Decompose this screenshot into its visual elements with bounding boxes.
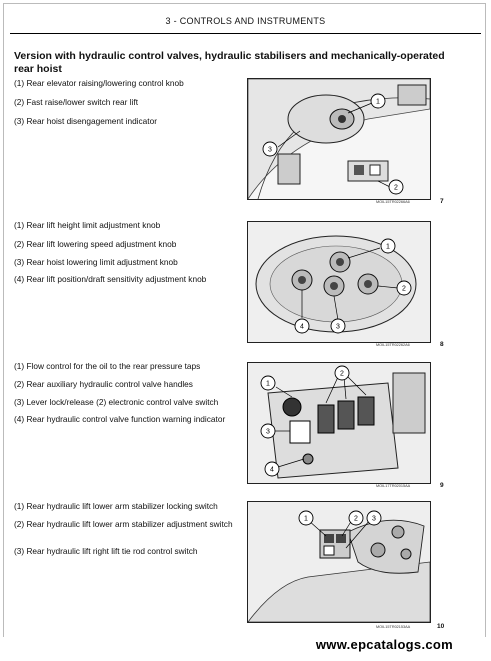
watermark: www.epcatalogs.com [315, 637, 453, 652]
callout-2-label: 2 [354, 515, 358, 523]
callout-1-label: 1 [266, 380, 270, 388]
list-item: (3) Lever lock/release (2) electronic control valve switch [14, 397, 219, 407]
callout-2-label: 2 [340, 370, 344, 378]
callout-1-label: 1 [386, 243, 390, 251]
figure-10-stabilizer-switches [247, 501, 431, 623]
callout-3-label: 3 [266, 428, 270, 436]
section-title: Version with hydraulic control valves, hydraulic stabilisers and mechanically-operated rear hoist [14, 50, 445, 75]
figure-number: 8 [440, 341, 444, 348]
figure-10-illustration [248, 502, 430, 622]
callout-1-label: 1 [376, 98, 380, 106]
callout-2-label: 2 [402, 285, 406, 293]
figure-7-illustration [248, 79, 430, 199]
list-item: (1) Rear lift height limit adjustment knob [14, 220, 161, 230]
list-item: (1) Rear hydraulic lift lower arm stabilizer locking switch [14, 501, 218, 511]
figure-number: 7 [440, 198, 444, 205]
list-item: (3) Rear hoist disengagement indicator [14, 116, 157, 126]
list-item: (3) Rear hoist lowering limit adjustment knob [14, 257, 178, 267]
figure-7-rear-lift-controls [247, 78, 431, 200]
figure-code: MOIL17TR02015AA [376, 484, 411, 488]
callout-3-label: 3 [372, 515, 376, 523]
callout-1-label: 1 [304, 515, 308, 523]
list-item: (2) Rear hydraulic lift lower arm stabilizer adjustment switch [14, 519, 233, 529]
callout-3-label: 3 [268, 146, 272, 154]
figure-8-illustration [248, 222, 430, 342]
figure-code: MOIL15TR02153AA [376, 625, 411, 629]
list-item: (2) Rear lift lowering speed adjustment knob [14, 239, 177, 249]
figure-9-control-valve-handles [247, 362, 431, 484]
callout-3-label: 3 [336, 323, 340, 331]
footer [0, 637, 491, 661]
list-item: (2) Rear auxiliary hydraulic control valve handles [14, 379, 193, 389]
figure-number: 9 [440, 482, 444, 489]
figure-number: 10 [437, 623, 445, 630]
figure-code: MOIL15TR02266A6 [376, 200, 410, 204]
list-item: (4) Rear hydraulic control valve function warning indicator [14, 414, 226, 424]
callout-4-label: 4 [270, 466, 274, 474]
list-item: (3) Rear hydraulic lift right lift tie rod control switch [14, 546, 198, 556]
header-rule [10, 33, 481, 34]
callout-4-label: 4 [300, 323, 304, 331]
list-item: (1) Flow control for the oil to the rear pressure taps [14, 361, 201, 371]
page-header: 3 - CONTROLS AND INSTRUMENTS [165, 16, 326, 26]
list-item: (4) Rear lift position/draft sensitivity adjustment knob [14, 274, 207, 284]
figure-9-illustration [248, 363, 430, 483]
list-item: (1) Rear elevator raising/lowering control knob [14, 78, 184, 88]
list-item: (2) Fast raise/lower switch rear lift [14, 97, 139, 107]
figure-code: MOIL15TR02262A6 [376, 343, 410, 347]
callout-2-label: 2 [394, 184, 398, 192]
figure-8-adjustment-knobs [247, 221, 431, 343]
